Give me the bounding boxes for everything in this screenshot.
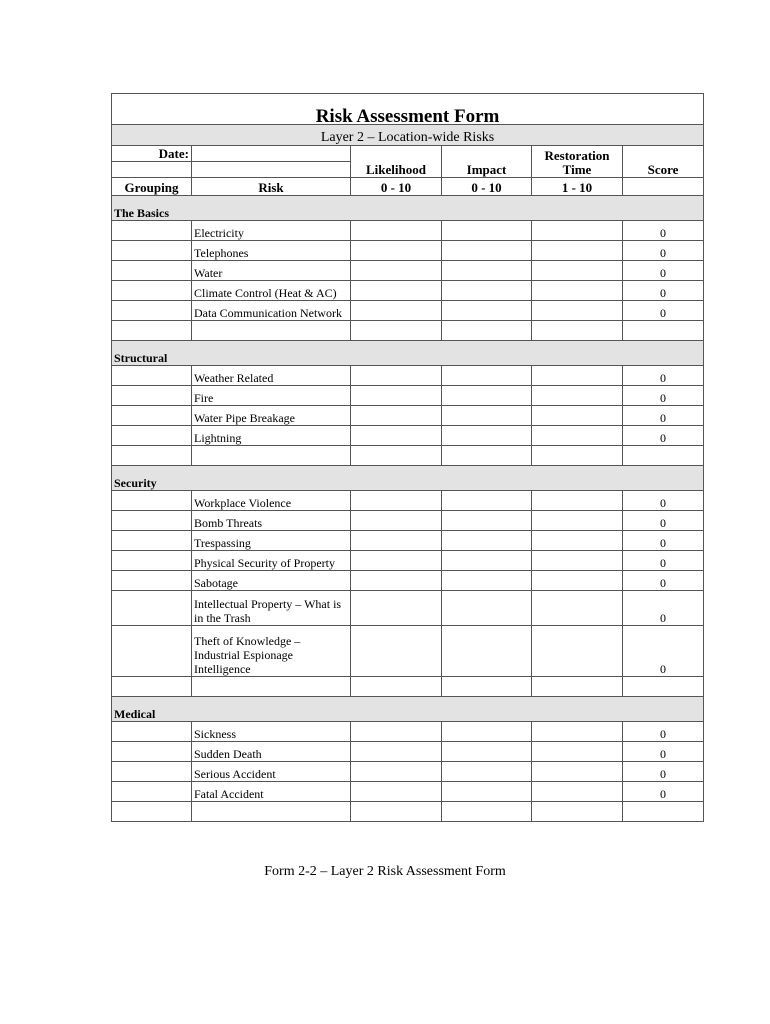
restoration-input[interactable]: [532, 511, 623, 531]
score-cell: 0: [623, 782, 704, 802]
blank-cell: [442, 677, 532, 697]
likelihood-input[interactable]: [351, 281, 442, 301]
blank-cell: [623, 677, 704, 697]
score-cell: 0: [623, 491, 704, 511]
blank-cell: [532, 446, 623, 466]
table-row: [112, 221, 704, 241]
grouping-cell[interactable]: [112, 366, 192, 386]
score-cell: 0: [623, 511, 704, 531]
table-row: [112, 301, 704, 321]
form-title: Risk Assessment Form: [112, 94, 704, 125]
restoration-header: [532, 146, 623, 178]
score-cell: 0: [623, 221, 704, 241]
restoration-input[interactable]: [532, 426, 623, 446]
restoration-header-line2: Time: [562, 162, 592, 177]
impact-input[interactable]: [442, 742, 532, 762]
grouping-cell[interactable]: [112, 426, 192, 446]
restoration-input[interactable]: [532, 722, 623, 742]
risk-cell: Fatal Accident: [192, 782, 351, 802]
restoration-input[interactable]: [532, 551, 623, 571]
impact-input[interactable]: [442, 722, 532, 742]
likelihood-input[interactable]: [351, 782, 442, 802]
risk-cell: Lightning: [192, 426, 351, 446]
restoration-input[interactable]: [532, 531, 623, 551]
restoration-input[interactable]: [532, 491, 623, 511]
blank-row: [112, 321, 704, 341]
restoration-input[interactable]: [532, 762, 623, 782]
score-cell: 0: [623, 301, 704, 321]
impact-range: 0 - 10: [442, 178, 532, 196]
score-cell: 0: [623, 426, 704, 446]
table-row: [112, 531, 704, 551]
score-cell: 0: [623, 366, 704, 386]
table-row: [112, 386, 704, 406]
risk-cell: Water: [192, 261, 351, 281]
table-row: [112, 722, 704, 742]
impact-input[interactable]: [442, 426, 532, 446]
likelihood-input[interactable]: [351, 241, 442, 261]
blank-cell: [351, 446, 442, 466]
score-cell: 0: [623, 531, 704, 551]
score-cell: 0: [623, 281, 704, 301]
table-row: [112, 426, 704, 446]
score-cell: 0: [623, 386, 704, 406]
table-row: [112, 551, 704, 571]
restoration-input[interactable]: [532, 571, 623, 591]
impact-input[interactable]: [442, 571, 532, 591]
date-spacer-cell: [192, 162, 351, 178]
impact-input[interactable]: [442, 491, 532, 511]
risk-cell: Sabotage: [192, 571, 351, 591]
grouping-cell[interactable]: [112, 406, 192, 426]
grouping-cell[interactable]: [112, 722, 192, 742]
likelihood-input[interactable]: [351, 406, 442, 426]
blank-row: [112, 802, 704, 822]
risk-cell: Sudden Death: [192, 742, 351, 762]
section-name: Security: [112, 466, 704, 491]
score-cell: 0: [623, 551, 704, 571]
likelihood-input[interactable]: [351, 366, 442, 386]
likelihood-range: 0 - 10: [351, 178, 442, 196]
section-row: [112, 196, 704, 221]
blank-cell: [351, 802, 442, 822]
grouping-cell[interactable]: [112, 491, 192, 511]
likelihood-input[interactable]: [351, 762, 442, 782]
blank-cell: [112, 321, 192, 341]
restoration-input[interactable]: [532, 591, 623, 626]
table-row: [112, 571, 704, 591]
grouping-cell[interactable]: [112, 531, 192, 551]
score-cell: 0: [623, 626, 704, 677]
risk-cell: Bomb Threats: [192, 511, 351, 531]
risk-cell: Electricity: [192, 221, 351, 241]
risk-cell: Trespassing: [192, 531, 351, 551]
blank-cell: [192, 321, 351, 341]
impact-input[interactable]: [442, 591, 532, 626]
risk-cell: Theft of Knowledge – Industrial Espionage Intelligence: [192, 626, 351, 677]
likelihood-input[interactable]: [351, 261, 442, 281]
likelihood-input[interactable]: [351, 626, 442, 677]
blank-cell: [442, 802, 532, 822]
risk-header: Risk: [192, 178, 351, 196]
impact-input[interactable]: [442, 301, 532, 321]
likelihood-input[interactable]: [351, 386, 442, 406]
table-row: [112, 762, 704, 782]
likelihood-input[interactable]: [351, 511, 442, 531]
score-cell: 0: [623, 591, 704, 626]
blank-cell: [192, 677, 351, 697]
blank-cell: [532, 321, 623, 341]
table-row: [112, 366, 704, 386]
table-row: [112, 491, 704, 511]
restoration-input[interactable]: [532, 742, 623, 762]
risk-cell: Weather Related: [192, 366, 351, 386]
grouping-cell[interactable]: [112, 782, 192, 802]
likelihood-input[interactable]: [351, 301, 442, 321]
likelihood-input[interactable]: [351, 531, 442, 551]
blank-cell: [532, 802, 623, 822]
risk-assessment-table: [111, 93, 704, 822]
restoration-input[interactable]: [532, 626, 623, 677]
blank-cell: [623, 802, 704, 822]
restoration-range: 1 - 10: [532, 178, 623, 196]
blank-cell: [112, 446, 192, 466]
risk-cell: Fire: [192, 386, 351, 406]
grouping-cell[interactable]: [112, 281, 192, 301]
likelihood-input[interactable]: [351, 426, 442, 446]
blank-cell: [351, 321, 442, 341]
score-cell: 0: [623, 261, 704, 281]
blank-cell: [112, 802, 192, 822]
restoration-input[interactable]: [532, 221, 623, 241]
likelihood-input[interactable]: [351, 742, 442, 762]
section-row: [112, 697, 704, 722]
title-row: [112, 94, 704, 125]
impact-input[interactable]: [442, 511, 532, 531]
grouping-cell[interactable]: [112, 626, 192, 677]
restoration-input[interactable]: [532, 261, 623, 281]
score-cell: 0: [623, 571, 704, 591]
risk-cell: Physical Security of Property: [192, 551, 351, 571]
grouping-cell[interactable]: [112, 762, 192, 782]
grouping-cell[interactable]: [112, 221, 192, 241]
impact-input[interactable]: [442, 366, 532, 386]
blank-cell: [192, 446, 351, 466]
score-cell: 0: [623, 762, 704, 782]
blank-cell: [442, 321, 532, 341]
table-row: [112, 511, 704, 531]
risk-cell: Serious Accident: [192, 762, 351, 782]
form-caption: Form 2-2 – Layer 2 Risk Assessment Form: [264, 864, 506, 879]
likelihood-input[interactable]: [351, 221, 442, 241]
impact-input[interactable]: [442, 626, 532, 677]
impact-input[interactable]: [442, 241, 532, 261]
risk-cell: Workplace Violence: [192, 491, 351, 511]
likelihood-input[interactable]: [351, 591, 442, 626]
column-header-row: [112, 178, 704, 196]
grouping-cell[interactable]: [112, 386, 192, 406]
subtitle-row: [112, 125, 704, 146]
likelihood-input[interactable]: [351, 551, 442, 571]
risk-cell: Telephones: [192, 241, 351, 261]
risk-cell: Sickness: [192, 722, 351, 742]
form-subtitle: Layer 2 – Location-wide Risks: [112, 125, 704, 146]
blank-cell: [351, 677, 442, 697]
grouping-cell[interactable]: [112, 742, 192, 762]
table-row: [112, 626, 704, 677]
section-row: [112, 466, 704, 491]
likelihood-input[interactable]: [351, 491, 442, 511]
score-header: Score: [623, 146, 704, 178]
section-name: Medical: [112, 697, 704, 722]
grouping-cell[interactable]: [112, 571, 192, 591]
impact-header: Impact: [442, 146, 532, 178]
restoration-input[interactable]: [532, 406, 623, 426]
score-cell: 0: [623, 742, 704, 762]
impact-input[interactable]: [442, 281, 532, 301]
table-row: [112, 742, 704, 762]
impact-input[interactable]: [442, 261, 532, 281]
table-row: [112, 281, 704, 301]
restoration-input[interactable]: [532, 281, 623, 301]
blank-cell: [623, 321, 704, 341]
grouping-cell[interactable]: [112, 591, 192, 626]
date-spacer-cell: [112, 162, 192, 178]
table-row: [112, 261, 704, 281]
restoration-input[interactable]: [532, 241, 623, 261]
grouping-cell[interactable]: [112, 241, 192, 261]
grouping-cell[interactable]: [112, 551, 192, 571]
table-row: [112, 241, 704, 261]
table-row: [112, 406, 704, 426]
score-cell: 0: [623, 722, 704, 742]
date-field[interactable]: [192, 146, 351, 162]
impact-input[interactable]: [442, 762, 532, 782]
impact-input[interactable]: [442, 221, 532, 241]
risk-cell: Data Communication Network: [192, 301, 351, 321]
date-row: [112, 146, 704, 162]
date-label: Date:: [112, 146, 192, 162]
risk-cell: Water Pipe Breakage: [192, 406, 351, 426]
risk-cell: Climate Control (Heat & AC): [192, 281, 351, 301]
blank-row: [112, 446, 704, 466]
impact-input[interactable]: [442, 782, 532, 802]
section-name: Structural: [112, 341, 704, 366]
blank-cell: [532, 677, 623, 697]
restoration-header-line1: Restoration: [544, 148, 610, 163]
blank-cell: [192, 802, 351, 822]
grouping-header: Grouping: [112, 178, 192, 196]
blank-cell: [442, 446, 532, 466]
likelihood-input[interactable]: [351, 722, 442, 742]
impact-input[interactable]: [442, 551, 532, 571]
likelihood-header: Likelihood: [351, 146, 442, 178]
table-row: [112, 591, 704, 626]
score-cell: 0: [623, 241, 704, 261]
blank-cell: [112, 677, 192, 697]
score-range-cell: [623, 178, 704, 196]
blank-cell: [623, 446, 704, 466]
grouping-cell[interactable]: [112, 261, 192, 281]
impact-input[interactable]: [442, 386, 532, 406]
section-name: The Basics: [112, 196, 704, 221]
restoration-input[interactable]: [532, 782, 623, 802]
grouping-cell[interactable]: [112, 511, 192, 531]
restoration-input[interactable]: [532, 386, 623, 406]
table-row: [112, 782, 704, 802]
grouping-cell[interactable]: [112, 301, 192, 321]
restoration-input[interactable]: [532, 366, 623, 386]
score-cell: 0: [623, 406, 704, 426]
blank-row: [112, 677, 704, 697]
impact-input[interactable]: [442, 406, 532, 426]
section-row: [112, 341, 704, 366]
restoration-input[interactable]: [532, 301, 623, 321]
impact-input[interactable]: [442, 531, 532, 551]
risk-cell: Intellectual Property – What is in the Trash: [192, 591, 351, 626]
likelihood-input[interactable]: [351, 571, 442, 591]
